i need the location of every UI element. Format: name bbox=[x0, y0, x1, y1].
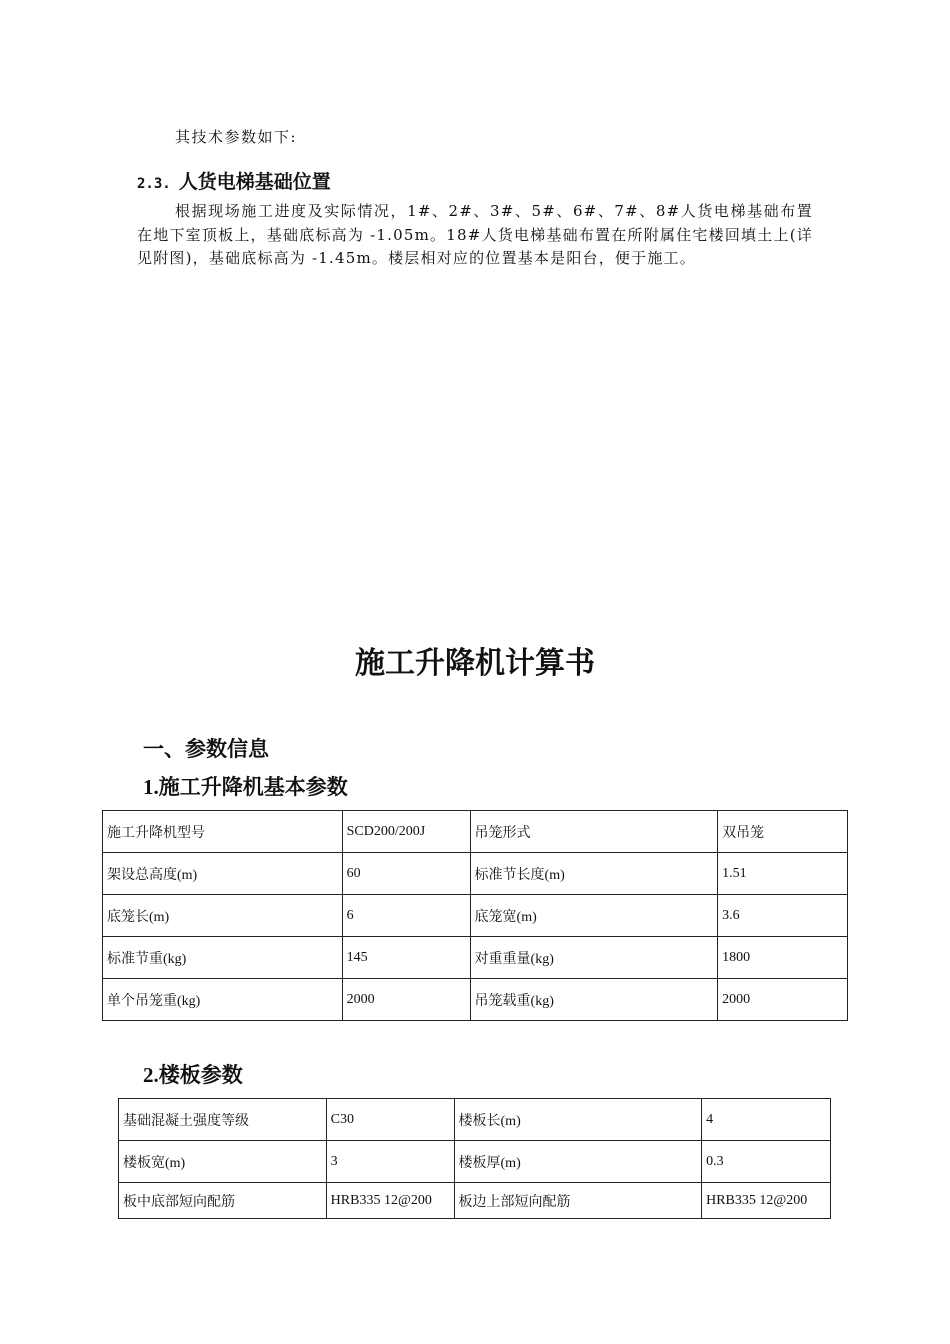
section-heading-params: 一、参数信息 bbox=[143, 737, 269, 761]
intro-text: 其技术参数如下: bbox=[175, 128, 298, 146]
table-cell: 145 bbox=[342, 937, 470, 979]
table-cell: 对重重量(kg) bbox=[470, 937, 718, 979]
table-cell: 底笼长(m) bbox=[103, 895, 343, 937]
table-cell: 1.51 bbox=[718, 853, 848, 895]
elevator-params-table bbox=[102, 810, 848, 1021]
table-row bbox=[103, 979, 848, 1021]
table-cell: 楼板厚(m) bbox=[454, 1141, 702, 1183]
table-cell: 楼板宽(m) bbox=[119, 1141, 327, 1183]
table-cell: 4 bbox=[702, 1099, 831, 1141]
body-paragraph: 根据现场施工进度及实际情况，1#、2#、3#、5#、6#、7#、8#人货电梯基础布置在地下室顶板上，基础底标高为 -1.05m。18#人货电梯基础布置在所附属住宅楼回填土上(详见附图)，基础底标高为 -1.45m。楼层相对应的位置基本是阳台，便于施工。 bbox=[137, 202, 813, 267]
table-cell: 架设总高度(m) bbox=[103, 853, 343, 895]
slab-params-table bbox=[118, 1098, 831, 1219]
table-cell: 标准节重(kg) bbox=[103, 937, 343, 979]
section-heading-2-3 bbox=[137, 167, 331, 194]
table1-heading: 1.施工升降机基本参数 bbox=[143, 775, 348, 799]
table-cell: 6 bbox=[342, 895, 470, 937]
table-cell: 底笼宽(m) bbox=[470, 895, 718, 937]
table-cell: 板中底部短向配筋 bbox=[119, 1183, 327, 1219]
table-cell: 单个吊笼重(kg) bbox=[103, 979, 343, 1021]
table-cell: 吊笼形式 bbox=[470, 811, 718, 853]
table-row bbox=[119, 1141, 831, 1183]
table-cell: 1800 bbox=[718, 937, 848, 979]
table-cell: 楼板长(m) bbox=[454, 1099, 702, 1141]
table-cell: C30 bbox=[326, 1099, 454, 1141]
table-cell: 吊笼载重(kg) bbox=[470, 979, 718, 1021]
section-number: 2.3. bbox=[137, 176, 171, 192]
table-row bbox=[119, 1099, 831, 1141]
table-row bbox=[103, 811, 848, 853]
table-cell: 标准节长度(m) bbox=[470, 853, 718, 895]
document-title: 施工升降机计算书 bbox=[355, 646, 595, 681]
table-cell: 2000 bbox=[718, 979, 848, 1021]
table-cell: 2000 bbox=[342, 979, 470, 1021]
table-cell: 基础混凝土强度等级 bbox=[119, 1099, 327, 1141]
table-cell: HRB335 12@200 bbox=[326, 1183, 454, 1219]
table-cell: 0.3 bbox=[702, 1141, 831, 1183]
table-cell: 60 bbox=[342, 853, 470, 895]
table2-heading: 2.楼板参数 bbox=[143, 1063, 243, 1087]
table-cell: 双吊笼 bbox=[718, 811, 848, 853]
table-cell: 3 bbox=[326, 1141, 454, 1183]
table-row bbox=[103, 853, 848, 895]
table-cell: SCD200/200J bbox=[342, 811, 470, 853]
table-row bbox=[103, 937, 848, 979]
table-cell: HRB335 12@200 bbox=[702, 1183, 831, 1219]
section-title: 人货电梯基础位置 bbox=[178, 171, 331, 193]
table-row bbox=[119, 1183, 831, 1219]
table-cell: 板边上部短向配筋 bbox=[454, 1183, 702, 1219]
table-cell: 3.6 bbox=[718, 895, 848, 937]
table-row bbox=[103, 895, 848, 937]
table-cell: 施工升降机型号 bbox=[103, 811, 343, 853]
